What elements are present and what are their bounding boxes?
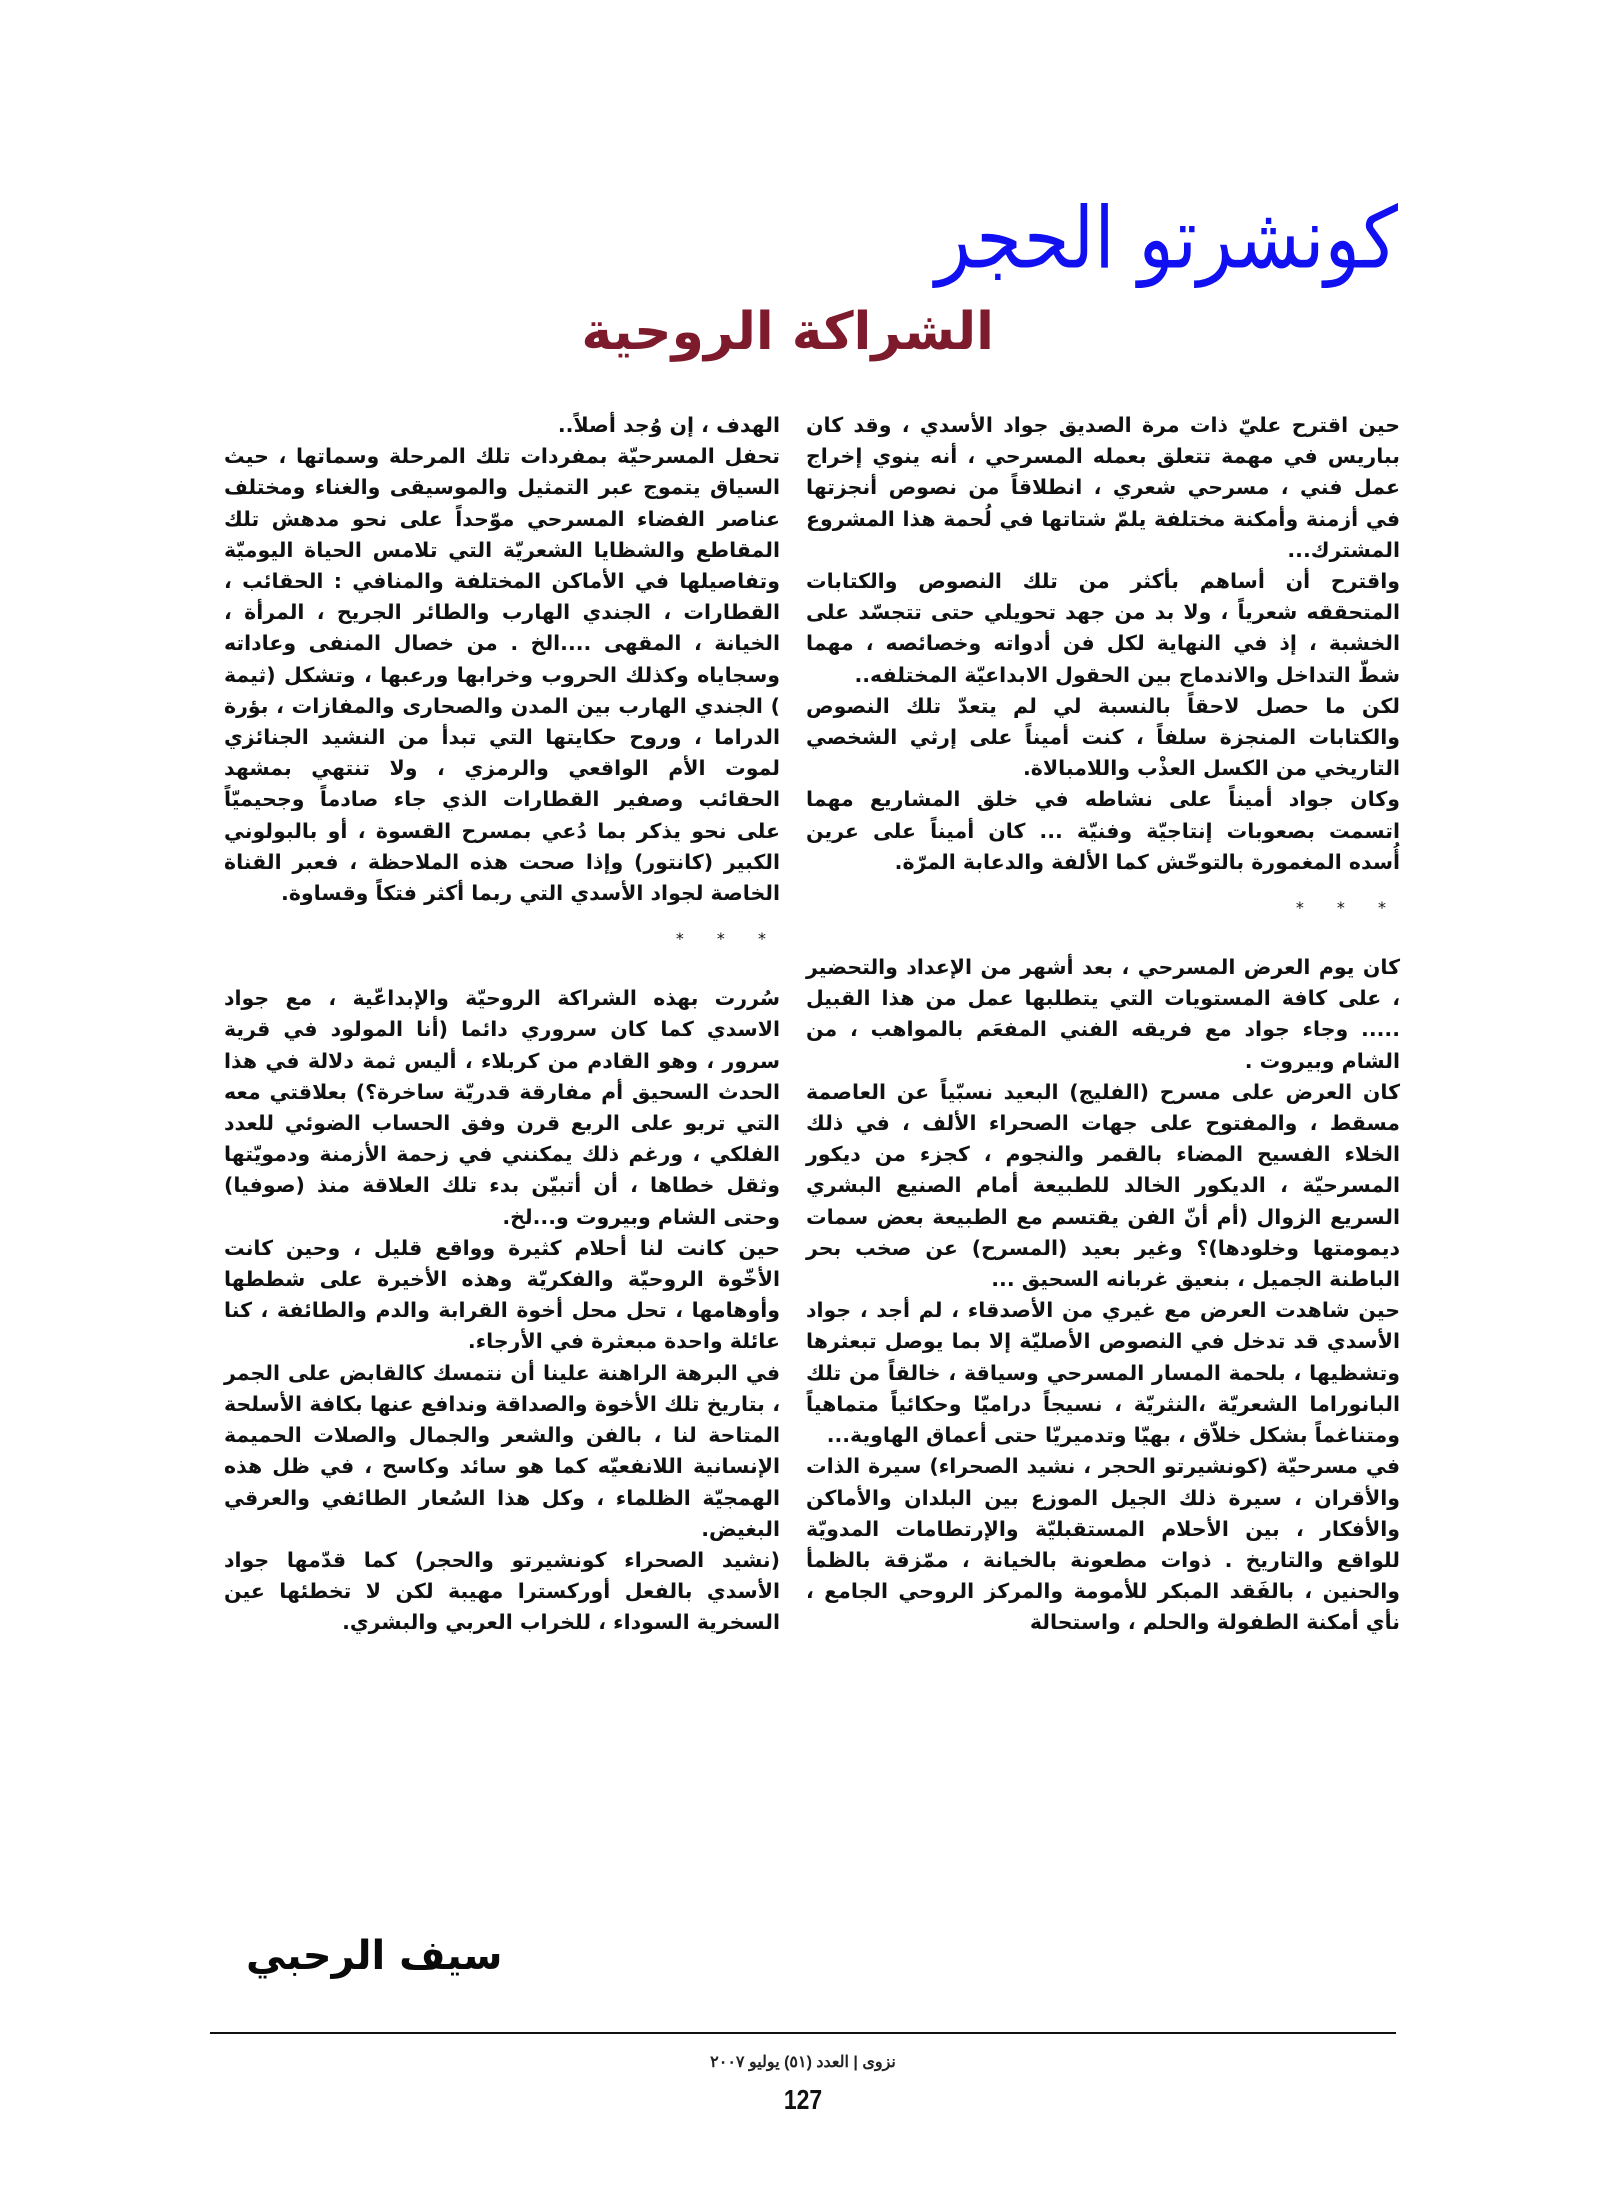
author-signature: سيف الرحبي: [246, 1933, 503, 1979]
paragraph: كان العرض على مسرح (الفليج) البعيد نسبّياً عن العاصمة مسقط ، والمفتوح على جهات الصحراء الألف ، في ذلك الخلاء الفسيح المضاء بالقمر والنجوم ، كجزء من ديكور المسرحيّة ، الديكور الخالد للطبيعة أمام الصنيع البشري السريع الزوال (أم أنّ الفن يقتسم مع الطبيعة بعض سمات ديمومتها وخلودها)؟ وغير بعيد (المسرح) عن صخب بحر الباطنة الجميل ، بنعيق غربانه السحيق ...: [806, 1079, 1400, 1292]
paragraph: حين شاهدت العرض مع غيري من الأصدقاء ، لم أجد ، جواد الأسدي قد تدخل في النصوص الأصليّة إلا بما يوصل تبعثرها وتشظيها ، بلحمة المسار المسرحي وسياقة ، خالقاً من تلك البانوراما الشعريّة ،النثريّة ، نسيجاً دراميّا وحكائياً متماهياً ومتناغماً بشكل خلاّق ، بهيّا وتدميريّا حتى أعماق الهاوية...: [806, 1298, 1400, 1448]
page-number: 127: [783, 2084, 823, 2115]
right-column: [806, 410, 1400, 1639]
paragraph: واقترح أن أساهم بأكثر من تلك النصوص والكتابات المتحققه شعرياً ، ولا بد من جهد تحويلي حتى تتجسّد على الخشبة ، إذ في النهاية لكل فن أدواته وخصائصه ، مهما شطّ التداخل والاندماج بين الحقول الابداعيّة المختلفه..: [806, 569, 1400, 687]
left-column: [224, 410, 780, 1639]
paragraph: حين كانت لنا أحلام كثيرة وواقع قليل ، وحين كانت الأخّوة الروحيّة والفكريّة وهذه الأخيرة على شططها وأوهامها ، تحل محل أخوة القرابة والدم والطائفة ، كنا عائلة واحدة مبعثرة في الأرجاء.: [224, 1235, 780, 1354]
section-separator: * * *: [1295, 898, 1400, 918]
paragraph: كان يوم العرض المسرحي ، بعد أشهر من الإعداد والتحضير ، على كافة المستويات التي يتطلبها عمل من هذا القبيل ..... وجاء جواد مع فريقه الفني المفعَم بالمواهب ، من الشام وبيروت .: [806, 955, 1400, 1073]
section-separator: * * *: [675, 929, 780, 949]
paragraph: لكن ما حصل لاحقاً بالنسبة لي لم يتعدّ تلك النصوص والكتابات المنجزة سلفاً ، كنت أميناً على إرثي الشخصي التاريخي من الكسل العذْب واللامبالاة.: [806, 693, 1400, 781]
footer-issue-info: نزوى | العدد (٥١) يوليو ٢٠٠٧: [710, 2054, 896, 2071]
paragraph: (نشيد الصحراء كونشيرتو والحجر) كما قدّمها جواد الأسدي بالفعل أوركسترا مهيبة لكن لا تخطئها عين السخرية السوداء ، للخراب العربي والبشري.: [224, 1547, 780, 1635]
article-subtitle: الشراكة الروحية: [581, 302, 994, 362]
paragraph: الهدف ، إن وُجد أصلاً..: [557, 413, 780, 437]
paragraph: سُررت بهذه الشراكة الروحيّة والإبداعّية ، مع جواد الاسدي كما كان سروري دائما (أنا المولود في قرية سرور ، وهو القادم من كربلاء ، أليس ثمة دلالة في هذا الحدث السحيق أم مفارقة قدريّة ساخرة؟) بعلاقتي معه التي تربو على الربع قرن وفق الحساب الضوئي للعدد الفلكي ، ورغم ذلك يمكنني في زحمة الأزمنة ودمويّتها وثقل خطاها ، أن أتبيّن بدء تلك العلاقة منذ (صوفيا) وحتى الشام وبيروت و...لخ.: [224, 986, 780, 1229]
paragraph: في البرهة الراهنة علينا أن نتمسك كالقابض على الجمر ، بتاريخ تلك الأخوة والصداقة وندافع عنها بكافة الأسلحة المتاحة لنا ، بالفن والشعر والجمال والصلات الحميمة الإنسانية اللانفعيّه كما هو سائد وكاسح ، في ظل هذه الهمجيّة الظلماء ، وكل هذا السُعار الطائفي والعرقي البغيض.: [224, 1360, 780, 1541]
paragraph: في مسرحيّة (كونشيرتو الحجر ، نشيد الصحراء) سيرة الذات والأقران ، سيرة ذلك الجيل الموزع بين البلدان والأماكن والأفكار ، بين الأحلام المستقبليّة والإرتطامات المدويّة للواقع والتاريخ . ذوات مطعونة بالخيانة ، ممّزقة بالظمأ والحنين ، بالفَقد المبكر للأمومة والمركز الروحي الجامع ، نأي أمكنة الطفولة والحلم ، واستحالة: [806, 1454, 1400, 1635]
paragraph: حين اقترح عليّ ذات مرة الصديق جواد الأسدي ، وقد كان بباريس في مهمة تتعلق بعمله المسرحي ، أنه ينوي إخراج عمل فني ، مسرحي شعري ، انطلاقاً من نصوص أنجزتها في أزمنة وأمكنة مختلفة يلمّ شتاتها في لُحمة هذا المشروع المشترك...: [806, 413, 1400, 562]
article-title: كونشرتو الحجر: [935, 189, 1398, 288]
footer-divider: [210, 2032, 1396, 2034]
paragraph: تحفل المسرحيّة بمفردات تلك المرحلة وسماتها ، حيث السياق يتموج عبر التمثيل والموسيقى والغناء ومختلف عناصر الفضاء المسرحي موّحداً على نحو مدهش تلك المقاطع والشظايا الشعريّة التي تلامس الحياة اليوميّة وتفاصيلها في الأماكن المختلفة والمنافي : الحقائب ، القطارات ، الجندي الهارب والطائر الجريح ، المرأة ، الخيانة ، المقهى ....الخ . من خصال المنفى وعاداته وسجاياه وكذلك الحروب وخرابها ورعبها ، وتشكل (ثيمة ) الجندي الهارب بين المدن والصحارى والمفازات ، بؤرة الدراما ، وروح حكايتها التي تبدأ من النشيد الجنائزي لموت الأم الواقعي والرمزي ، ولا تنتهي بمشهد الحقائب وصفير القطارات الذي جاء صادماً وجحيميّاً على نحو يذكر بما دُعي بمسرح القسوة ، أو بالبولوني الكبير (كانتور) وإذا صحت هذه الملاحظة ، فعبر القناة الخاصة لجواد الأسدي التي ربما أكثر فتكاً وقساوة.: [224, 444, 780, 906]
paragraph: وكان جواد أميناً على نشاطه في خلق المشاريع مهما اتسمت بصعوبات إنتاجيّة وفنيّة ... كان أميناً على عرين أُسده المغمورة بالتوحّش كما الألفة والدعابة المرّة.: [806, 787, 1400, 874]
